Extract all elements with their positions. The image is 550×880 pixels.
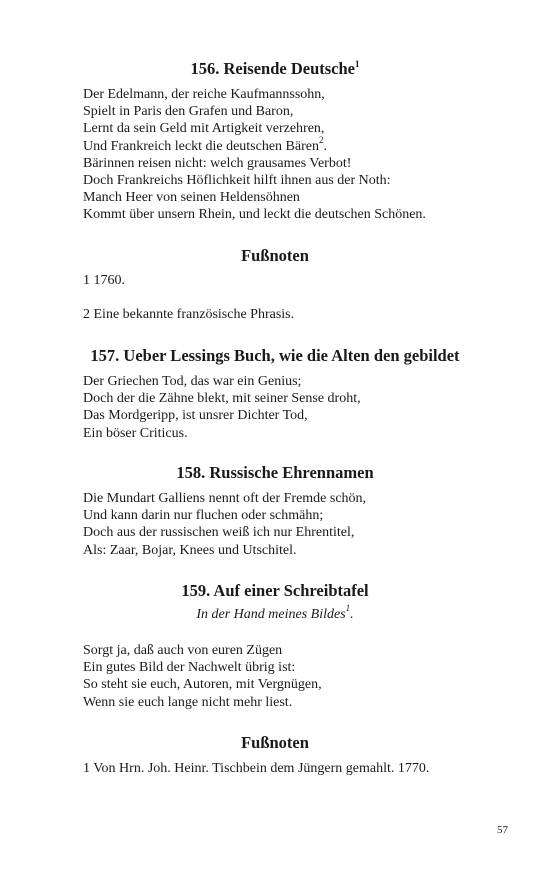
verse-line: Doch der die Zähne blekt, mit seiner Sense droht,	[83, 391, 361, 407]
verse-line: Der Griechen Tod, das war ein Genius;	[83, 374, 302, 389]
footnotes-heading: Fußnoten	[241, 733, 309, 752]
verse-line: Ein böser Criticus.	[83, 425, 188, 441]
verse-line: Kommt über unsern Rhein, und leckt die deutschen Schönen.	[83, 207, 426, 223]
footnotes-block	[83, 760, 523, 777]
footnotes-block	[83, 306, 523, 323]
poem-body-157	[83, 373, 523, 442]
poem-body-159	[83, 642, 523, 711]
verse-line: Als: Zaar, Bojar, Knees und Utschitel.	[83, 542, 297, 558]
verse-line: Manch Heer von seinen Heldensöhnen	[83, 190, 300, 206]
poem-title-159: 159. Auf einer Schreibtafel	[181, 581, 369, 600]
verse-line: Und kann darin nur fluchen oder schmähn;	[83, 508, 324, 524]
footnotes-heading: Fußnoten	[241, 246, 309, 265]
footnotes-block	[83, 272, 523, 289]
verse-line: Doch Frankreichs Höflichkeit hilft ihnen aus der Noth:	[83, 173, 391, 189]
footnote-ref: 1	[355, 58, 360, 69]
poem-subtitle-159: In der Hand meines Bildes$^1$.	[196, 603, 354, 622]
footnote-item: 2 Eine bekannte französische Phrasis.	[83, 307, 295, 322]
poem-title-157: 157. Ueber Lessings Buch, wie die Alten den gebildet	[90, 346, 460, 365]
footnote-item: 1 Von Hrn. Joh. Heinr. Tischbein dem Jüngern gemahlt. 1770.	[83, 761, 430, 776]
poem-body-156	[83, 86, 523, 224]
verse-line: Das Mordgeripp, ist unsrer Dichter Tod,	[83, 408, 308, 424]
verse-line: Lernt da sein Geld mit Artigkeit verzehren,	[83, 121, 325, 137]
verse-line: Die Mundart Galliens nennt oft der Fremde schön,	[83, 491, 367, 506]
verse-line: Und Frankreich leckt die deutschen Bären$^2$.	[83, 134, 327, 154]
verse-line: Sorgt ja, daß auch von euren Zügen	[83, 643, 283, 658]
verse-line: So steht sie euch, Autoren, mit Vergnügen,	[83, 677, 322, 693]
poem-title-158: 158. Russische Ehrennamen	[176, 463, 374, 482]
verse-line: Bärinnen reisen nicht: welch grausames Verbot!	[83, 155, 352, 171]
poem-title-156: 156. Reisende Deutsche$^1$	[190, 58, 360, 78]
verse-line: Doch aus der russischen weiß ich nur Ehrentitel,	[83, 525, 355, 541]
verse-line: Ein gutes Bild der Nachwelt übrig ist:	[83, 660, 296, 676]
footnote-ref: 1	[345, 603, 351, 614]
footnote-ref: 2	[318, 134, 324, 145]
footnote-item: 1 1760.	[83, 273, 125, 288]
poem-body-158	[83, 490, 523, 559]
verse-line: Wenn sie euch lange nicht mehr liest.	[83, 694, 293, 710]
verse-line: Der Edelmann, der reiche Kaufmannssohn,	[83, 87, 325, 102]
page-number: 57	[497, 824, 508, 836]
verse-line: Spielt in Paris den Grafen und Baron,	[83, 104, 294, 120]
